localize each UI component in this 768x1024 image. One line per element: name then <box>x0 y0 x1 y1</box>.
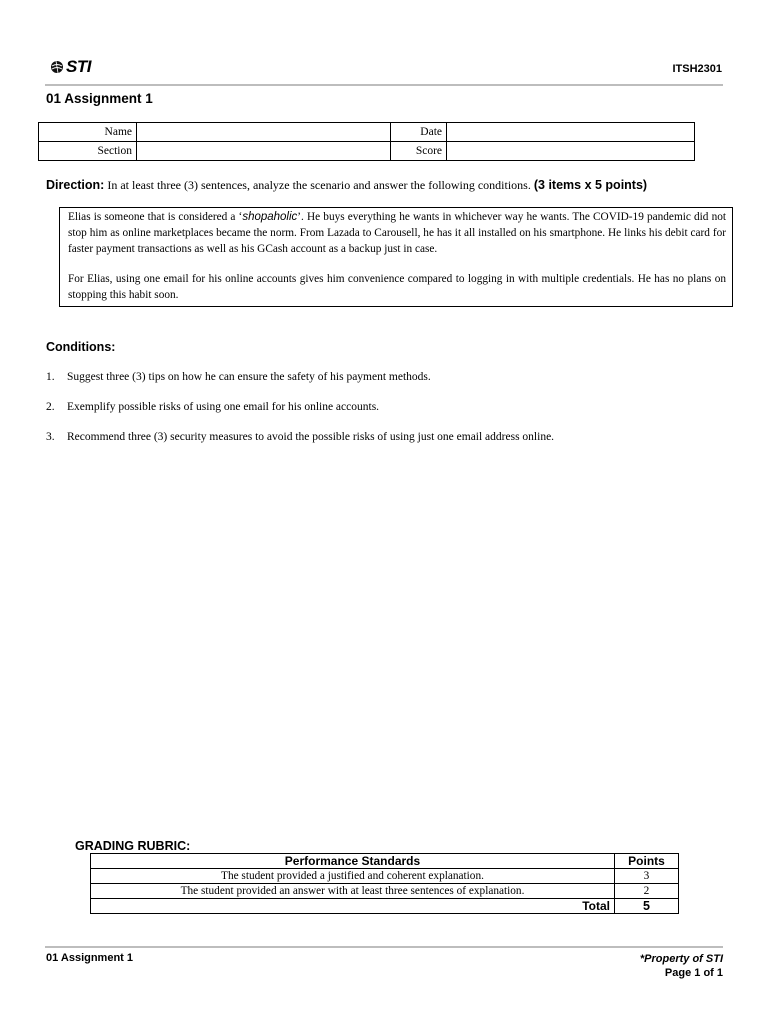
sti-logo <box>50 57 91 77</box>
property-notice: *Property of STI <box>639 953 723 965</box>
rubric-heading: GRADING RUBRIC: <box>75 839 191 853</box>
direction <box>46 177 746 193</box>
table-row <box>39 142 695 161</box>
direction-label: Direction: <box>46 178 105 192</box>
sti-globe-icon <box>50 60 64 74</box>
conditions-list <box>46 371 726 461</box>
scenario-term: shopaholic <box>242 211 298 223</box>
student-info-table <box>38 122 695 161</box>
header-divider <box>45 84 723 86</box>
score-field[interactable] <box>447 142 695 161</box>
scenario-paragraph: For Elias, using one email for his online accounts gives him convenience compared to logging in with multiple credentials. He has no plans on stopping this habit soon. <box>68 273 726 301</box>
points-cell: 2 <box>615 884 679 899</box>
name-label: Name <box>39 123 137 142</box>
page-number: Page 1 of 1 <box>664 967 723 979</box>
column-header: Performance Standards <box>91 854 615 869</box>
section-field[interactable] <box>137 142 391 161</box>
name-field[interactable] <box>137 123 391 142</box>
page-title: 01 Assignment 1 <box>46 91 153 106</box>
footer-info <box>640 952 723 980</box>
scenario-paragraph <box>68 209 726 257</box>
list-item <box>46 401 726 431</box>
section-label: Section <box>39 142 137 161</box>
table-header-row <box>91 854 679 869</box>
score-label: Score <box>391 142 447 161</box>
total-label: Total <box>91 899 615 914</box>
total-value: 5 <box>615 899 679 914</box>
scenario-text: Elias is someone that is considered a ‘ <box>68 211 243 223</box>
item-text: Exemplify possible risks of using one email for his online accounts. <box>67 401 380 413</box>
direction-text: In at least three (3) sentences, analyze the scenario and answer the following conditions. <box>107 178 531 192</box>
points-cell: 3 <box>615 869 679 884</box>
date-field[interactable] <box>447 123 695 142</box>
list-item <box>46 431 726 461</box>
scenario-text: ’. He buys everything he wants in whichever way he wants. The COVID-19 pandemic did not stop him as online marketplaces became the norm. From Lazada to Carousell, he has it all installed on his smartphone. He links his debit card for faster payment transactions as well as his GCash account as a backup just in case. <box>68 211 727 255</box>
scenario-box <box>59 207 733 307</box>
conditions-heading: Conditions: <box>46 340 116 354</box>
footer-divider <box>45 946 723 948</box>
item-text: Recommend three (3) security measures to avoid the possible risks of using just one email address online. <box>67 431 555 443</box>
course-code: ITSH2301 <box>672 63 722 75</box>
item-number: 1. <box>46 371 55 383</box>
standard-cell: The student provided an answer with at least three sentences of explanation. <box>91 884 615 899</box>
standard-cell: The student provided a justified and coherent explanation. <box>91 869 615 884</box>
direction-points: (3 items x 5 points) <box>533 178 648 192</box>
column-header: Points <box>615 854 679 869</box>
item-number: 2. <box>46 401 55 413</box>
table-row <box>91 884 679 899</box>
logo-text: STI <box>66 57 91 76</box>
rubric-table <box>90 853 679 914</box>
table-row <box>91 869 679 884</box>
footer-title: 01 Assignment 1 <box>46 952 134 964</box>
table-row <box>39 123 695 142</box>
table-row <box>91 899 679 914</box>
item-number: 3. <box>46 431 55 443</box>
list-item <box>46 371 726 401</box>
item-text: Suggest three (3) tips on how he can ensure the safety of his payment methods. <box>67 371 431 383</box>
date-label: Date <box>391 123 447 142</box>
